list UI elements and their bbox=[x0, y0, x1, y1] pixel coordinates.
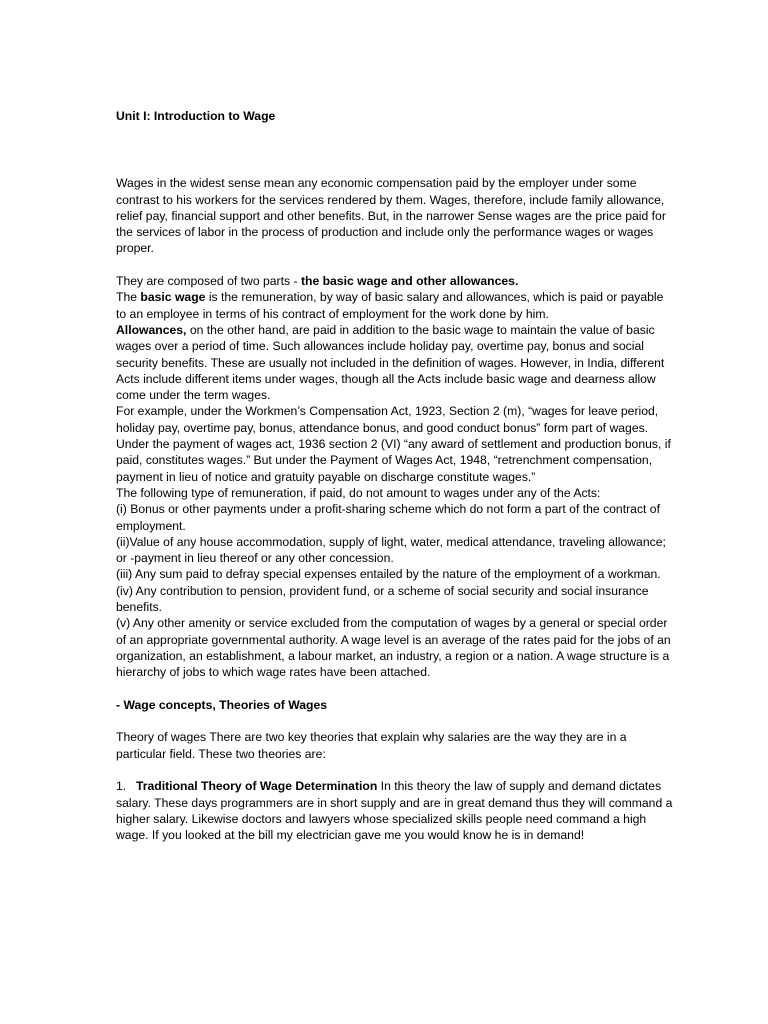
section-heading-text: - Wage concepts, Theories of Wages bbox=[116, 697, 328, 712]
paragraph-traditional-theory bbox=[116, 778, 676, 843]
paragraph-gap bbox=[116, 681, 676, 697]
traditional-theory-term: Traditional Theory of Wage Determination bbox=[136, 779, 378, 794]
paragraph-wages-definition: Wages in the widest sense mean any economic compensation paid by the employer under some contrast to his workers for the services rendered by them. Wages, therefore, include family allowance, relief pay, financial support and other benefits. But, in the narrower Sense wages are the price paid for the services of labor in the process of production and include only the performance wages or wages proper. bbox=[116, 176, 666, 256]
list-item: (ii)Value of any house accommodation, supply of light, water, medical attendance, traveling allowance; or -payment in lieu thereof or any other concession. bbox=[116, 534, 666, 566]
list-item: (v) Any other amenity or service excluded from the computation of wages by a general or special order of an appropriate governmental authority. A wage level is an average of the rates paid for the jobs of an organization, an establishment, a labour market, an industry, a region or a nation. A wage structure is a hierarchy of jobs to which wage rates have been attached. bbox=[116, 616, 671, 680]
paragraph-theory-intro: Theory of wages There are two key theories that explain why salaries are the way they are in a particular field. These two theories are: bbox=[116, 730, 627, 761]
paragraph-two-parts bbox=[116, 273, 676, 289]
basic-wage-term: basic wage bbox=[140, 290, 206, 305]
paragraph-example: For example, under the Workmen’s Compensation Act, 1923, Section 2 (m), “wages for leave period, holiday pay, overtime pay, bonus, attendance bonus, and good conduct bonus” form part of wages. Under the payment of wages act, 1936 section 2 (VI) “any award of settlement and production bonus, if paid, constitutes wages.” But under the Payment of Wages Act, 1948, “retrenchment compensation, payment in lieu of notice and gratuity payable on discharge constitute wages.” bbox=[116, 404, 671, 484]
paragraph-gap bbox=[116, 257, 676, 273]
document-title: Unit I: Introduction to Wage bbox=[116, 109, 276, 123]
paragraph-gap bbox=[116, 713, 676, 729]
list-item: (iii) Any sum paid to defray special expenses entailed by the nature of the employment of a workman. bbox=[116, 567, 661, 582]
allowances-term: Allowances, bbox=[116, 322, 187, 337]
document-page bbox=[116, 108, 676, 843]
two-parts-text: They are composed of two parts - bbox=[116, 274, 301, 289]
list-number: 1. bbox=[116, 779, 127, 794]
basic-wage-prefix: The bbox=[116, 290, 141, 305]
list-item: (i) Bonus or other payments under a profit-sharing scheme which do not form a part of the contract of employment. bbox=[116, 502, 660, 533]
allowances-text: on the other hand, are paid in addition to the basic wage to maintain the value of basic wages over a period of time. Such allowances include holiday pay, overtime pay, bonus and social security benefits. These are usually not included in the definition of wages. However, in India, different Acts include different items under wages, though all the Acts include basic wage and dearness allow come under the term wages. bbox=[116, 322, 665, 403]
paragraph-allowances bbox=[116, 322, 676, 403]
section-heading bbox=[116, 697, 676, 713]
paragraph-gap bbox=[116, 762, 676, 778]
two-parts-bold: the basic wage and other allowances. bbox=[300, 274, 519, 289]
traditional-theory-text: In this theory the law of supply and demand dictates salary. These days programmers are in short supply and are in great demand thus they will command a higher salary. Likewise doctors and lawyers whose specialized skills people need command a high wage. If you looked at the bill my electrician gave me you would know he is in demand! bbox=[116, 779, 673, 843]
list-item: (iv) Any contribution to pension, provident fund, or a scheme of social security and social insurance benefits. bbox=[116, 583, 649, 615]
paragraph-basic-wage bbox=[116, 289, 676, 322]
basic-wage-text: is the remuneration, by way of basic salary and allowances, which is paid or payable to an employee in terms of his contract of employment for the work done by him. bbox=[116, 290, 664, 321]
paragraph-following: The following type of remuneration, if paid, do not amount to wages under any of the Acts: bbox=[116, 485, 601, 500]
